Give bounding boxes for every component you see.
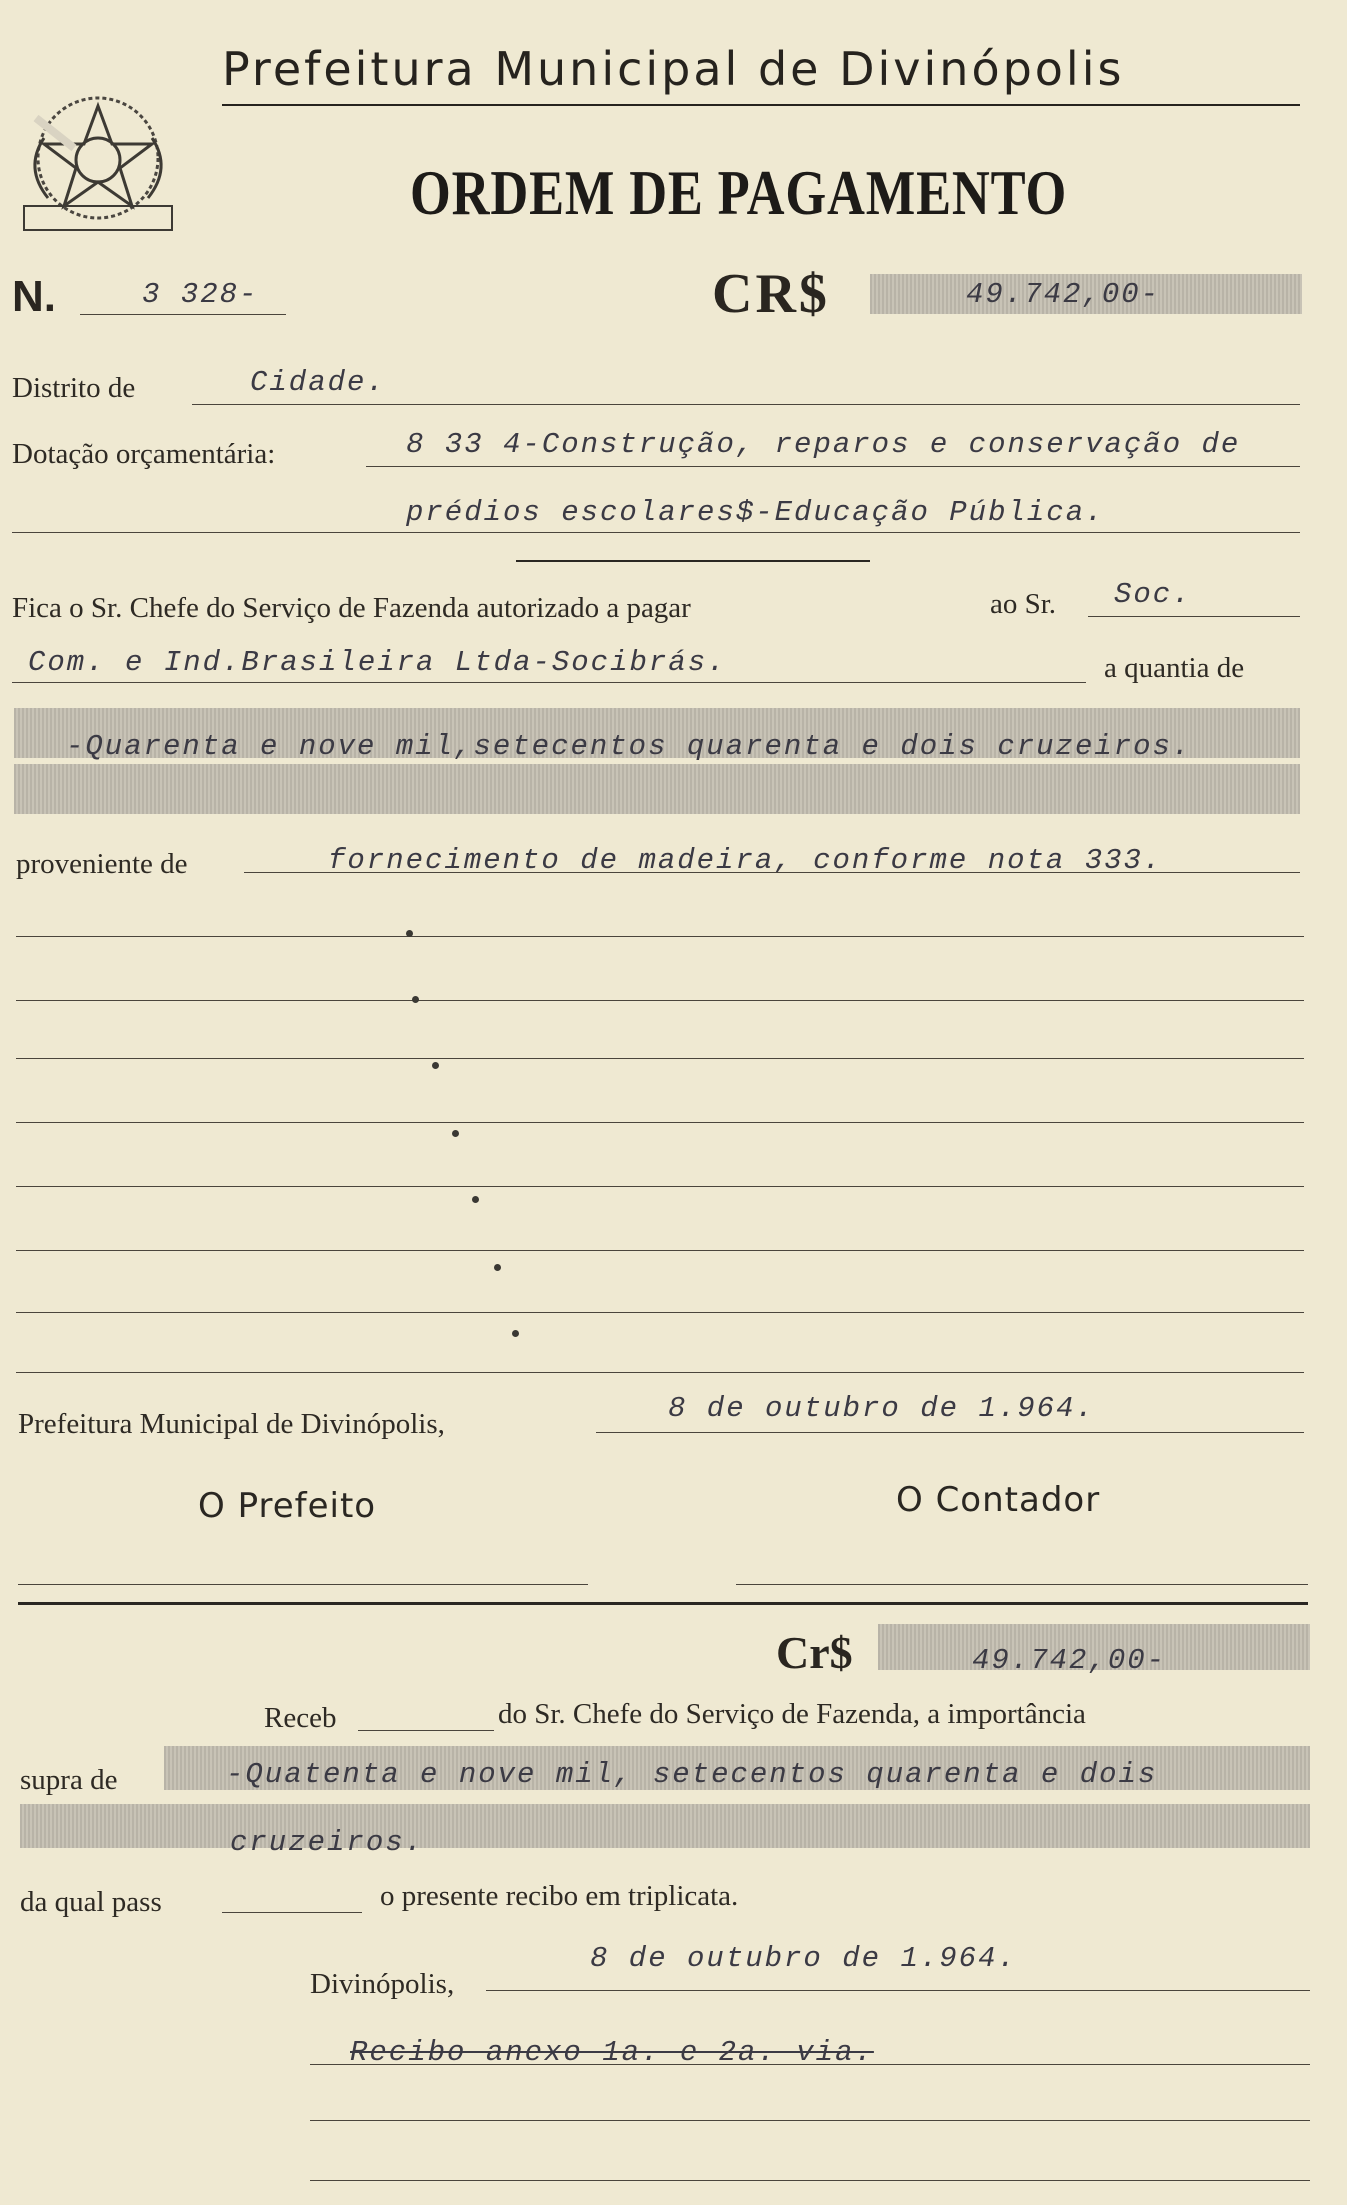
receipt-words-line1: -Quatenta e nove mil, setecentos quarenta e dois xyxy=(226,1758,1158,1791)
header-underline xyxy=(222,104,1300,106)
blank-line xyxy=(16,936,1304,937)
mayor-signature-line xyxy=(18,1584,588,1585)
blank-line xyxy=(16,1312,1304,1313)
issue-text: o presente recibo em triplicata. xyxy=(380,1880,739,1912)
receipt-words-shade-2 xyxy=(20,1804,1310,1848)
number-label: N. xyxy=(12,272,56,321)
blank-line xyxy=(16,1122,1304,1123)
authorize-text: Fica o Sr. Chefe do Serviço de Fazenda autorizado a pagar xyxy=(12,592,691,624)
place-label: Prefeitura Municipal de Divinópolis, xyxy=(18,1408,445,1440)
municipality-header: Prefeitura Municipal de Divinópolis xyxy=(222,42,1125,96)
supra-label: supra de xyxy=(20,1764,118,1796)
payee-part2: Com. e Ind.Brasileira Ltda-Socibrás. xyxy=(28,646,727,679)
district-value: Cidade. xyxy=(250,366,386,399)
blank-line xyxy=(16,1058,1304,1059)
blank-line xyxy=(16,1186,1304,1187)
budget-line2: prédios escolares$-Educação Pública. xyxy=(406,496,1105,529)
district-label: Distrito de xyxy=(12,372,136,404)
quantity-label: a quantia de xyxy=(1104,652,1245,684)
mayor-label: O Prefeito xyxy=(198,1486,377,1526)
received-label: Receb xyxy=(264,1702,337,1734)
receipt-place-label: Divinópolis, xyxy=(310,1968,455,2000)
receipt-currency-label: Cr$ xyxy=(776,1627,853,1678)
authorize-to: ao Sr. xyxy=(990,588,1057,620)
origin-label: proveniente de xyxy=(16,848,188,880)
receipt-words-line2: cruzeiros. xyxy=(230,1826,425,1859)
accountant-signature-line xyxy=(736,1584,1308,1585)
amount-words-shade-2 xyxy=(14,764,1300,814)
blank-line xyxy=(16,1250,1304,1251)
receipt-date-value: 8 de outubro de 1.964. xyxy=(590,1942,1017,1975)
amount-words: -Quarenta e nove mil,setecentos quarenta e dois cruzeiros. xyxy=(66,730,1192,763)
received-text: do Sr. Chefe do Serviço de Fazenda, a importância xyxy=(498,1698,1086,1730)
payee-part1: Soc. xyxy=(1114,578,1192,611)
coat-of-arms-seal-icon xyxy=(14,78,182,248)
issue-label: da qual pass xyxy=(20,1886,162,1918)
receipt-note: Recibo anexo 1a. e 2a. via. xyxy=(350,2036,874,2069)
number-value: 3 328- xyxy=(142,278,259,311)
date-value: 8 de outubro de 1.964. xyxy=(668,1392,1095,1425)
origin-value: fornecimento de madeira, conforme nota 333. xyxy=(328,844,1163,877)
blank-line xyxy=(16,1000,1304,1001)
section-divider xyxy=(18,1602,1308,1605)
blank-line xyxy=(16,1372,1304,1373)
receipt-amount: 49.742,00- xyxy=(972,1644,1167,1677)
accountant-label: O Contador xyxy=(896,1480,1101,1520)
amount-value: 49.742,00- xyxy=(966,278,1161,311)
currency-label: CR$ xyxy=(712,263,830,325)
document-title: ORDEM DE PAGAMENTO xyxy=(410,157,1068,228)
budget-line1: 8 33 4-Construção, reparos e conservação de xyxy=(406,428,1241,461)
budget-label: Dotação orçamentária: xyxy=(12,438,276,470)
